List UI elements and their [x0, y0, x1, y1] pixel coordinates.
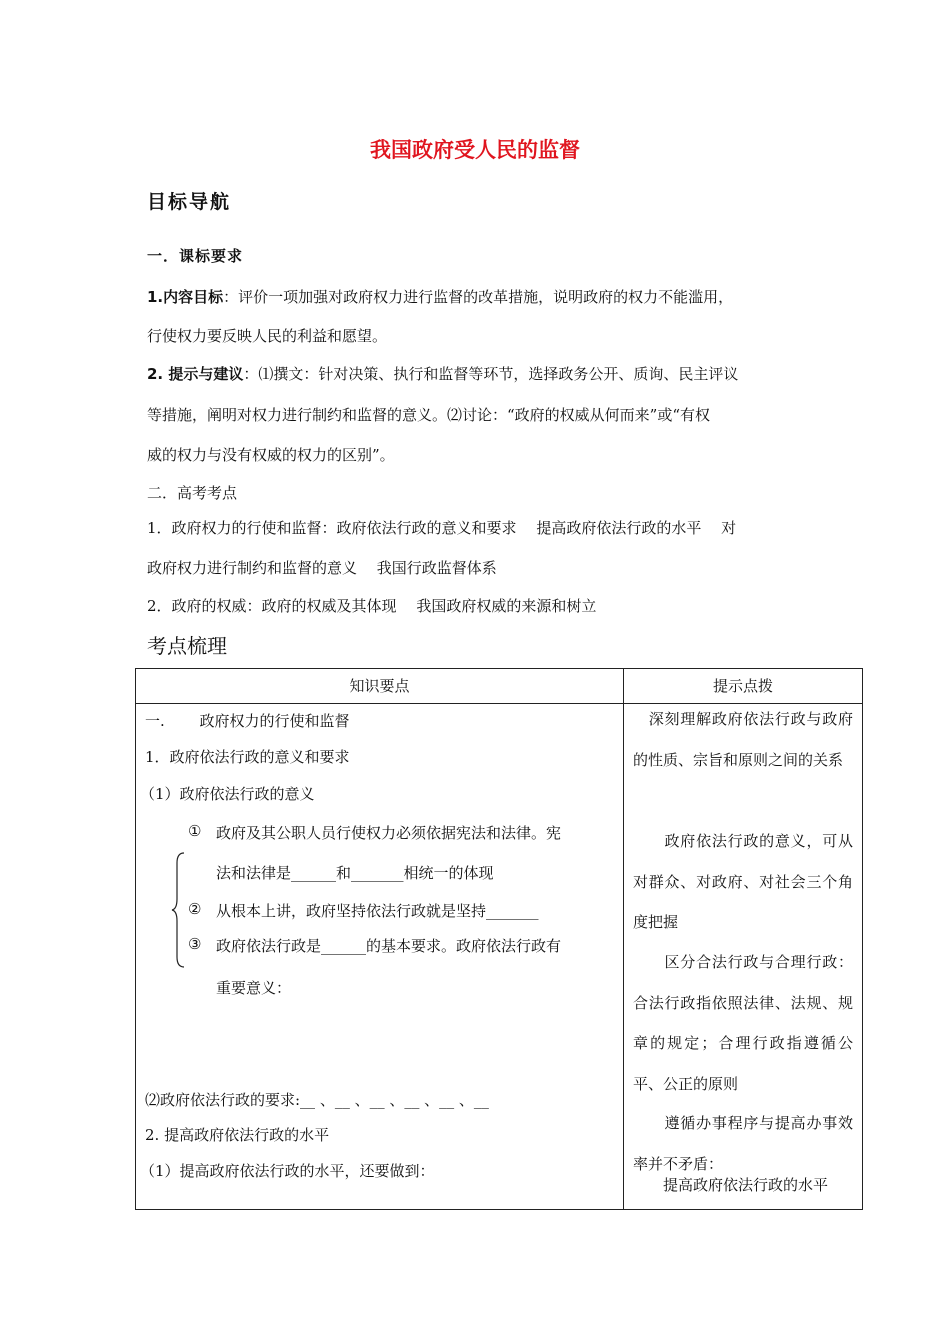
tip-paragraph: 区分合法行政与合理行政：合法行政指依照法律、法规、规章的规定；合理行政指遵循公平、公正的原则: [633, 953, 853, 1093]
tip-paragraph: 提高政府依法行政的水平: [633, 1176, 829, 1194]
requirement-2-text: ：⑴撰文：针对决策、执行和监督等环节，选择政务公开、质询、民主评议: [243, 365, 739, 383]
knowledge-line: 重要意义：: [216, 979, 292, 997]
exam-point-2: 2．政府的权威：政府的权威及其体现 我国政府权威的来源和树立: [147, 597, 597, 615]
requirement-1-text: ：评价一项加强对政府权力进行监督的改革措施，说明政府的权力不能滥用，: [223, 288, 734, 306]
circled-number-2: ②: [188, 900, 202, 918]
tip-paragraph: 深刻理解政府依法行政与政府的性质、宗旨和原则之间的关系: [633, 710, 853, 769]
knowledge-line: 1．政府依法行政的意义和要求: [145, 748, 350, 766]
knowledge-line: 从根本上讲，政府坚持依法行政就是坚持_______: [216, 902, 539, 920]
knowledge-line: ⑵政府依法行政的要求:__ 、__ 、__ 、__ 、__ 、__: [145, 1091, 489, 1109]
knowledge-line: 2. 提高政府依法行政的水平: [145, 1126, 330, 1144]
header-tips: 提示点拨: [624, 669, 863, 704]
requirement-1-line-2: 行使权力要反映人民的利益和愿望。: [147, 327, 388, 345]
requirement-2-line-3: 威的权力与没有权威的权力的区别”。: [147, 446, 395, 464]
requirement-2-line-2: 等措施，阐明对权力进行制约和监督的意义。⑵讨论：“政府的权威从何而来”或“有权: [147, 406, 711, 424]
tips-cell: [624, 704, 863, 1210]
exam-point-1-line-2: 政府权力进行制约和监督的意义 我国行政监督体系: [147, 559, 497, 577]
circled-number-1: ①: [188, 822, 202, 840]
tip-paragraph: 政府依法行政的意义，可从对群众、对政府、对社会三个角度把握: [633, 832, 853, 932]
requirement-1-label: 1.内容目标: [147, 288, 224, 306]
heading-goal-navigation: 目标导航: [147, 191, 232, 213]
knowledge-points-cell: [136, 704, 624, 1210]
requirement-2-line-1: [147, 363, 738, 384]
header-knowledge-points: 知识要点: [136, 669, 624, 704]
heading-key-points: 考点梳理: [147, 634, 227, 658]
exam-point-1-line-1: 1．政府权力的行使和监督：政府依法行政的意义和要求 提高政府依法行政的水平 对: [147, 519, 737, 537]
knowledge-line: （1）政府依法行政的意义: [140, 785, 315, 803]
knowledge-line: 政府依法行政是______的基本要求。政府依法行政有: [216, 937, 562, 955]
knowledge-line: （1）提高政府依法行政的水平，还要做到：: [140, 1162, 435, 1180]
circled-number-3: ③: [188, 935, 202, 953]
requirement-2-label: 2. 提示与建议: [147, 365, 244, 383]
heading-exam-points: 二．高考考点: [147, 484, 238, 502]
document-title: 我国政府受人民的监督: [370, 137, 580, 162]
knowledge-line: 一. 政府权力的行使和监督: [145, 712, 350, 730]
knowledge-table: [135, 668, 863, 1210]
knowledge-line: 政府及其公职人员行使权力必须依据宪法和法律。宪: [216, 824, 562, 842]
knowledge-line: 法和法律是______和_______相统一的体现: [216, 864, 494, 882]
heading-curriculum-requirements: 一．课标要求: [147, 247, 244, 265]
requirement-1-line-1: [147, 286, 733, 307]
tip-paragraph: 遵循办事程序与提高办事效率并不矛盾：: [633, 1114, 853, 1173]
left-curly-brace-icon: [171, 851, 185, 969]
